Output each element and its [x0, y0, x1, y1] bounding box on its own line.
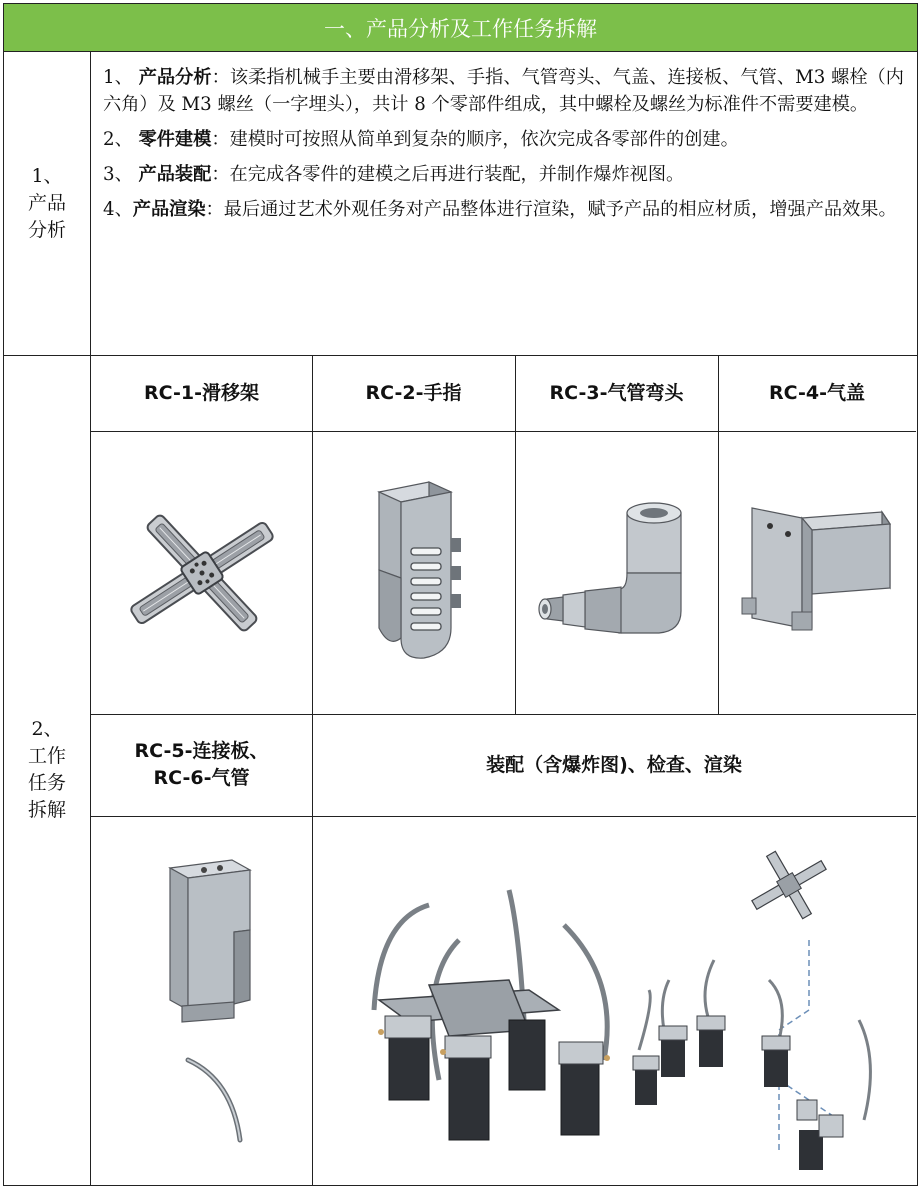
row-label-analysis-text: 1、 产品 分析	[27, 165, 66, 241]
header-title: 一、产品分析及工作任务拆解	[324, 16, 597, 41]
finger-model-icon	[312, 431, 515, 714]
analysis-text-4: 最后通过艺术外观任务对产品整体进行渲染，赋予产品的相应材质，增强产品效果。	[223, 199, 897, 220]
analysis-heading-4: 产品渲染	[132, 199, 206, 220]
air-cover-model-icon	[718, 431, 916, 714]
assembly-title: 装配（含爆炸图)、检查、渲染	[486, 753, 742, 776]
part-title-rc2: RC-2-手指	[365, 381, 462, 404]
assembly-exploded-view-icon	[312, 816, 916, 1184]
analysis-item-2: 2、 零件建模：建模时可按照从简单到复杂的顺序，依次完成各零部件的创建。	[103, 129, 739, 150]
analysis-heading-3: 产品装配	[138, 164, 212, 185]
analysis-heading-2: 零件建模	[138, 129, 212, 150]
row-label-task	[4, 355, 91, 1185]
part-title-rc4: RC-4-气盖	[768, 381, 865, 404]
analysis-text-3: 在完成各零件的建模之后再进行装配，并制作爆炸视图。	[229, 164, 685, 185]
table-header	[4, 4, 917, 52]
part-title-rc1: RC-1-滑移架	[143, 381, 259, 404]
analysis-item-3: 3、 产品装配：在完成各零件的建模之后再进行装配，并制作爆炸视图。	[103, 164, 685, 185]
part-title-rc3: RC-3-气管弯头	[549, 381, 684, 404]
cross-slide-frame-model-icon	[91, 431, 312, 714]
analysis-content	[91, 52, 916, 355]
analysis-item-4: 4、产品渲染：最后通过艺术外观任务对产品整体进行渲染，赋予产品的相应材质，增强产品效果。	[103, 199, 897, 220]
part-title-rc5-rc6: RC-5-连接板、 RC-6-气管	[134, 740, 269, 789]
analysis-text-1: 该柔指机械手主要由滑移架、手指、气管弯头、气盖、连接板、气管、M3 螺栓（内六角）及 M3 螺丝（一字埋头），共计 8 个零部件组成，其中螺栓及螺丝为标准件不需要建模。	[103, 67, 904, 115]
connector-plate-and-tube-model-icon	[91, 816, 312, 1184]
pipe-elbow-model-icon	[515, 431, 718, 714]
analysis-item-1: 1、 产品分析：该柔指机械手主要由滑移架、手指、气管弯头、气盖、连接板、气管、M3 螺栓（内六角）及 M3 螺丝（一字埋头），共计 8 个零部件组成，其中螺栓及螺丝为标准件不需要建模。	[103, 67, 904, 115]
assembled-gripper-icon	[374, 890, 610, 1140]
row-label-analysis	[4, 52, 91, 355]
analysis-heading-1: 产品分析	[138, 67, 212, 88]
analysis-text-2: 建模时可按照从简单到复杂的顺序，依次完成各零部件的创建。	[229, 129, 739, 150]
task-table	[3, 3, 918, 1186]
exploded-view-icon	[633, 834, 870, 1170]
row-label-task-text: 2、 工作 任务 拆解	[27, 718, 66, 821]
